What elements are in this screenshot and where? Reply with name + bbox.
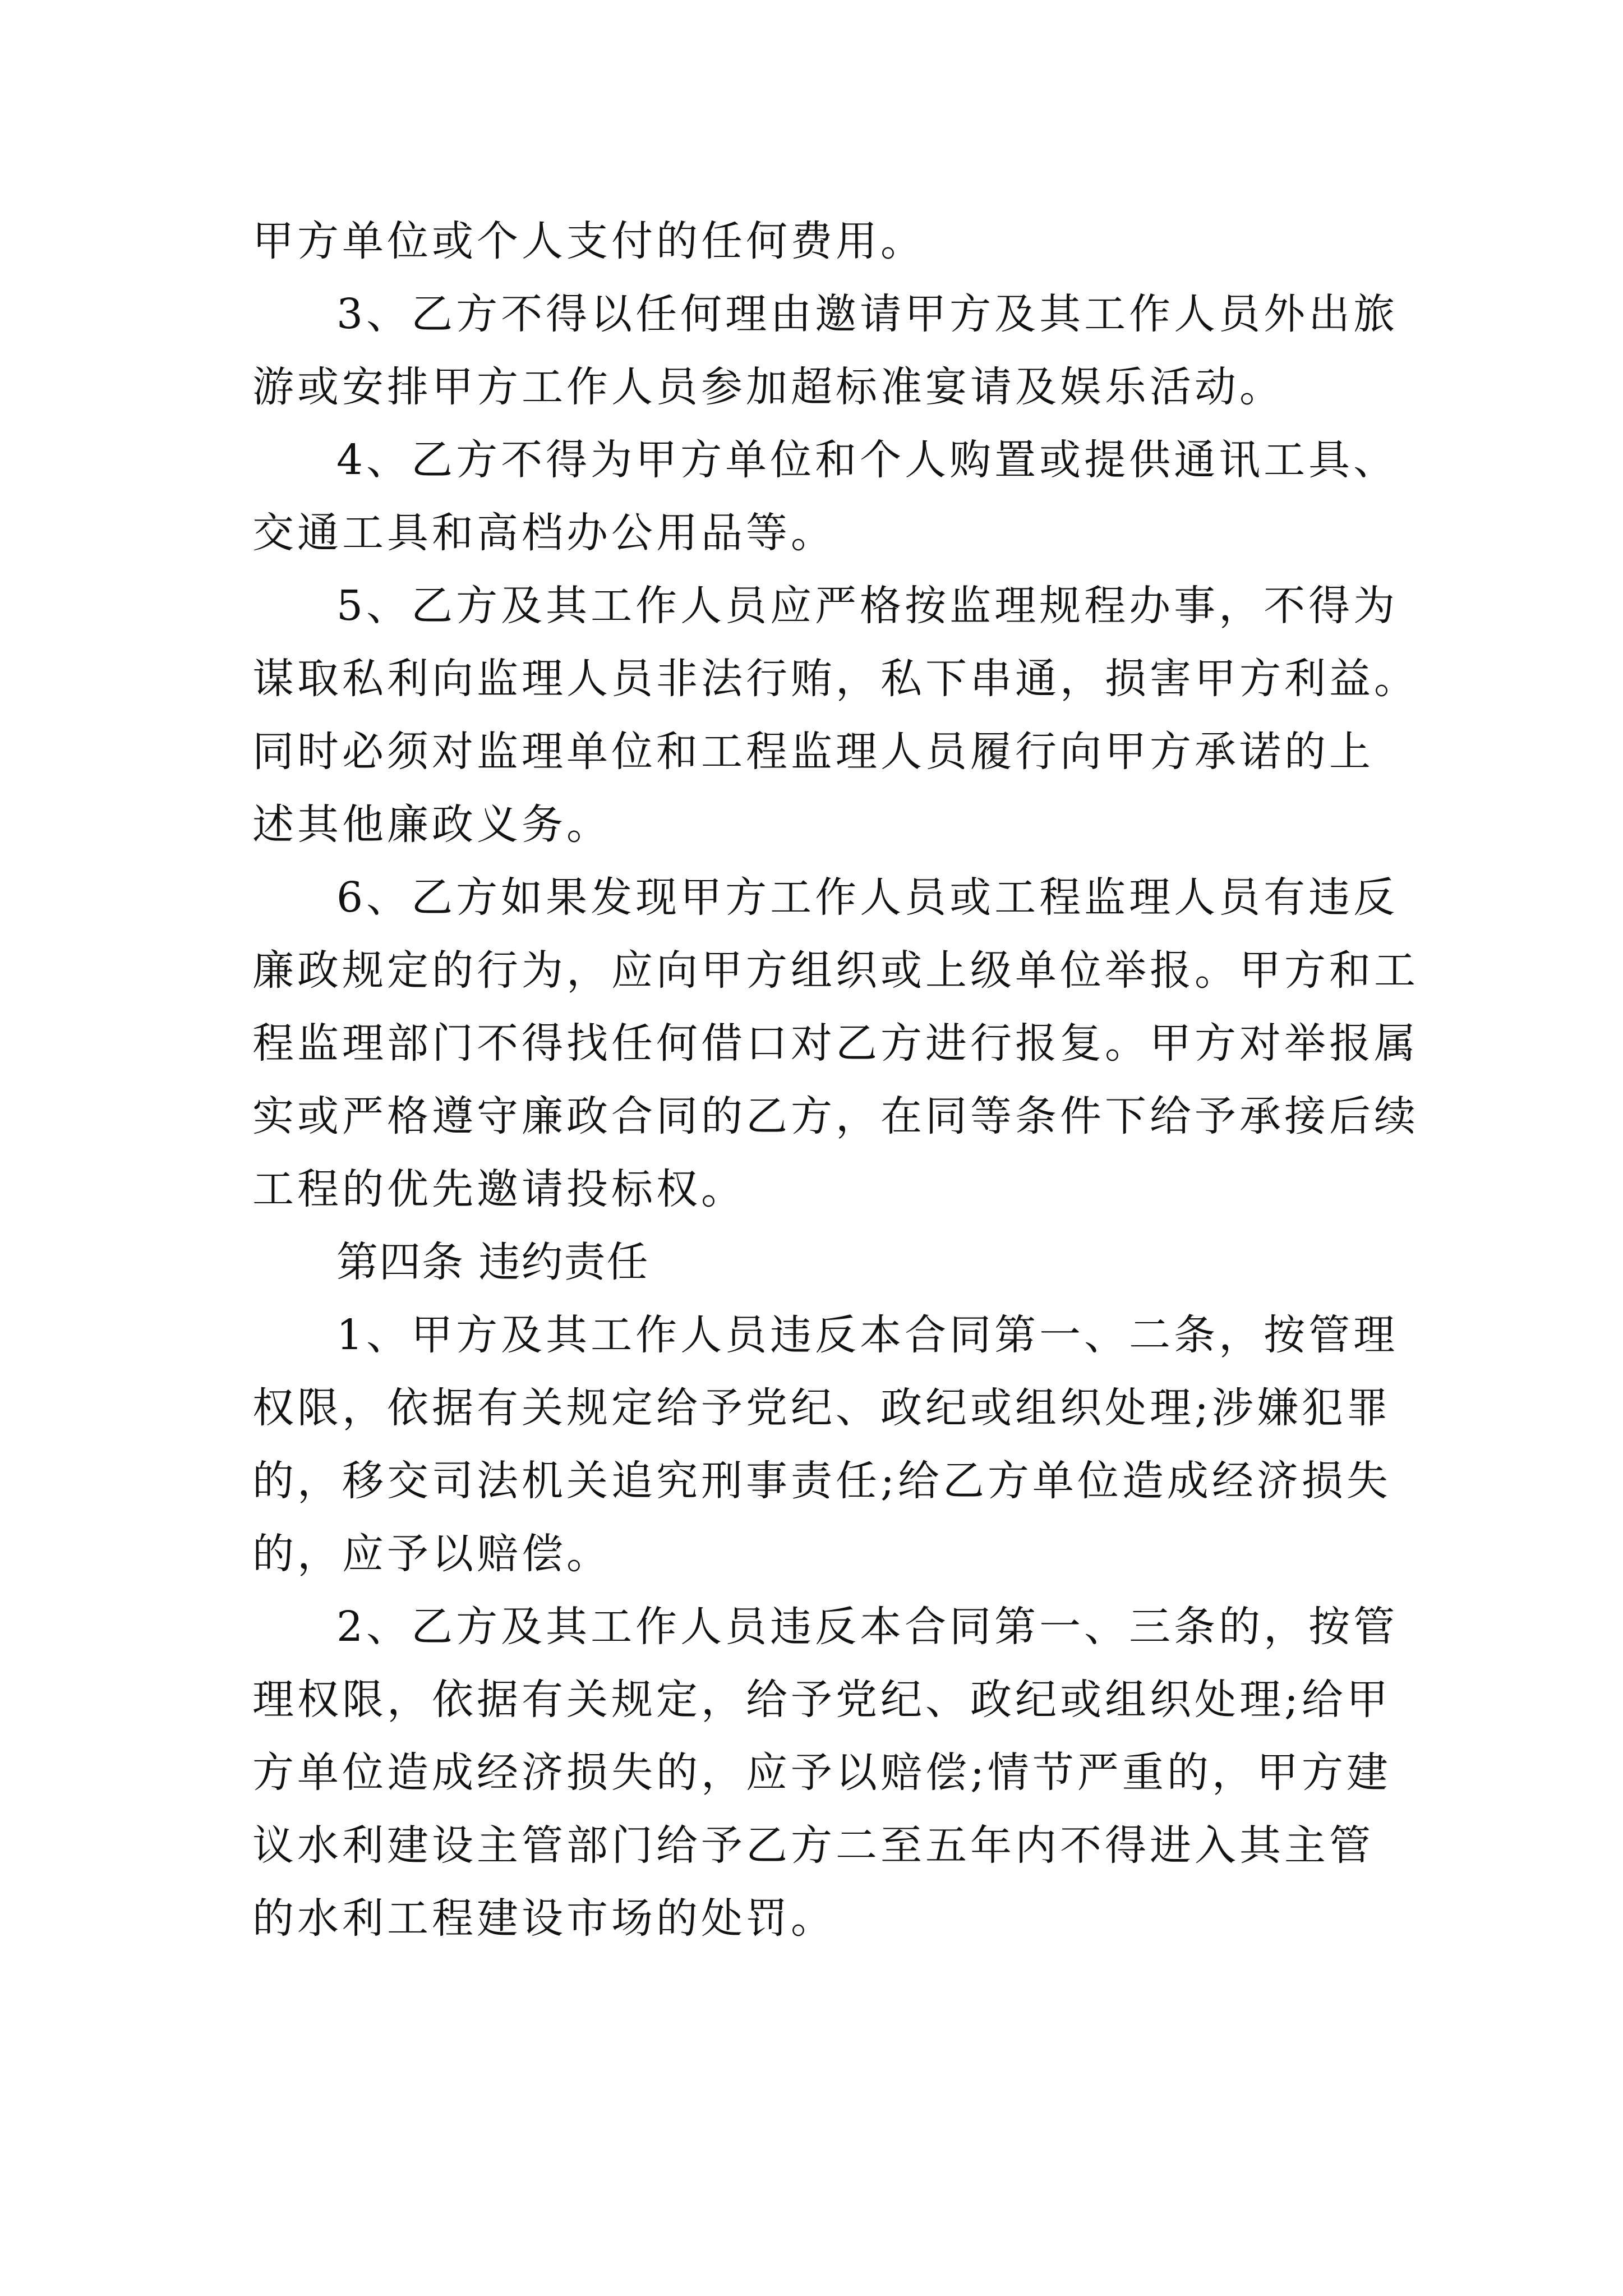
text-line: 理权限，依据有关规定，给予党纪、政纪或组织处理;给甲 [252,1676,1391,1724]
text-line: 同时必须对监理单位和工程监理人员履行向甲方承诺的上 [252,728,1374,776]
text-line: 实或严格遵守廉政合同的乙方，在同等条件下给予承接后续 [252,1092,1419,1140]
text-line: 的，应予以赔偿。 [252,1530,611,1578]
text-line: 的水利工程建设市场的处罚。 [252,1894,836,1943]
text-line: 工程的优先邀请投标权。 [252,1165,746,1213]
text-line: 的，移交司法机关追究刑事责任;给乙方单位造成经济损失 [252,1457,1391,1505]
text-line: 议水利建设主管部门给予乙方二至五年内不得进入其主管 [252,1821,1374,1870]
text-line: 交通工具和高档办公用品等。 [252,509,836,557]
text-line: 5、乙方及其工作人员应严格按监理规程办事，不得为 [336,582,1399,630]
text-line: 2、乙方及其工作人员违反本合同第一、三条的，按管 [336,1603,1399,1651]
text-line: 权限，依据有关规定给予党纪、政纪或组织处理;涉嫌犯罪 [252,1384,1391,1432]
text-line: 程监理部门不得找任何借口对乙方进行报复。甲方对举报属 [252,1019,1419,1068]
text-line: 1、甲方及其工作人员违反本合同第一、二条，按管理 [336,1311,1399,1359]
section-heading: 第四条 违约责任 [336,1238,649,1286]
text-line: 方单位造成经济损失的，应予以赔偿;情节严重的，甲方建 [252,1749,1391,1797]
text-line: 游或安排甲方工作人员参加超标准宴请及娱乐活动。 [252,363,1284,411]
text-line: 3、乙方不得以任何理由邀请甲方及其工作人员外出旅 [336,290,1399,338]
text-line: 甲方单位或个人支付的任何费用。 [252,217,925,265]
text-line: 廉政规定的行为，应向甲方组织或上级单位举报。甲方和工 [252,946,1419,995]
text-line: 4、乙方不得为甲方单位和个人购置或提供通讯工具、 [336,436,1399,484]
text-line: 6、乙方如果发现甲方工作人员或工程监理人员有违反 [336,873,1399,922]
text-line: 述其他廉政义务。 [252,800,611,849]
text-line: 谋取私利向监理人员非法行贿，私下串通，损害甲方利益。 [252,655,1419,703]
